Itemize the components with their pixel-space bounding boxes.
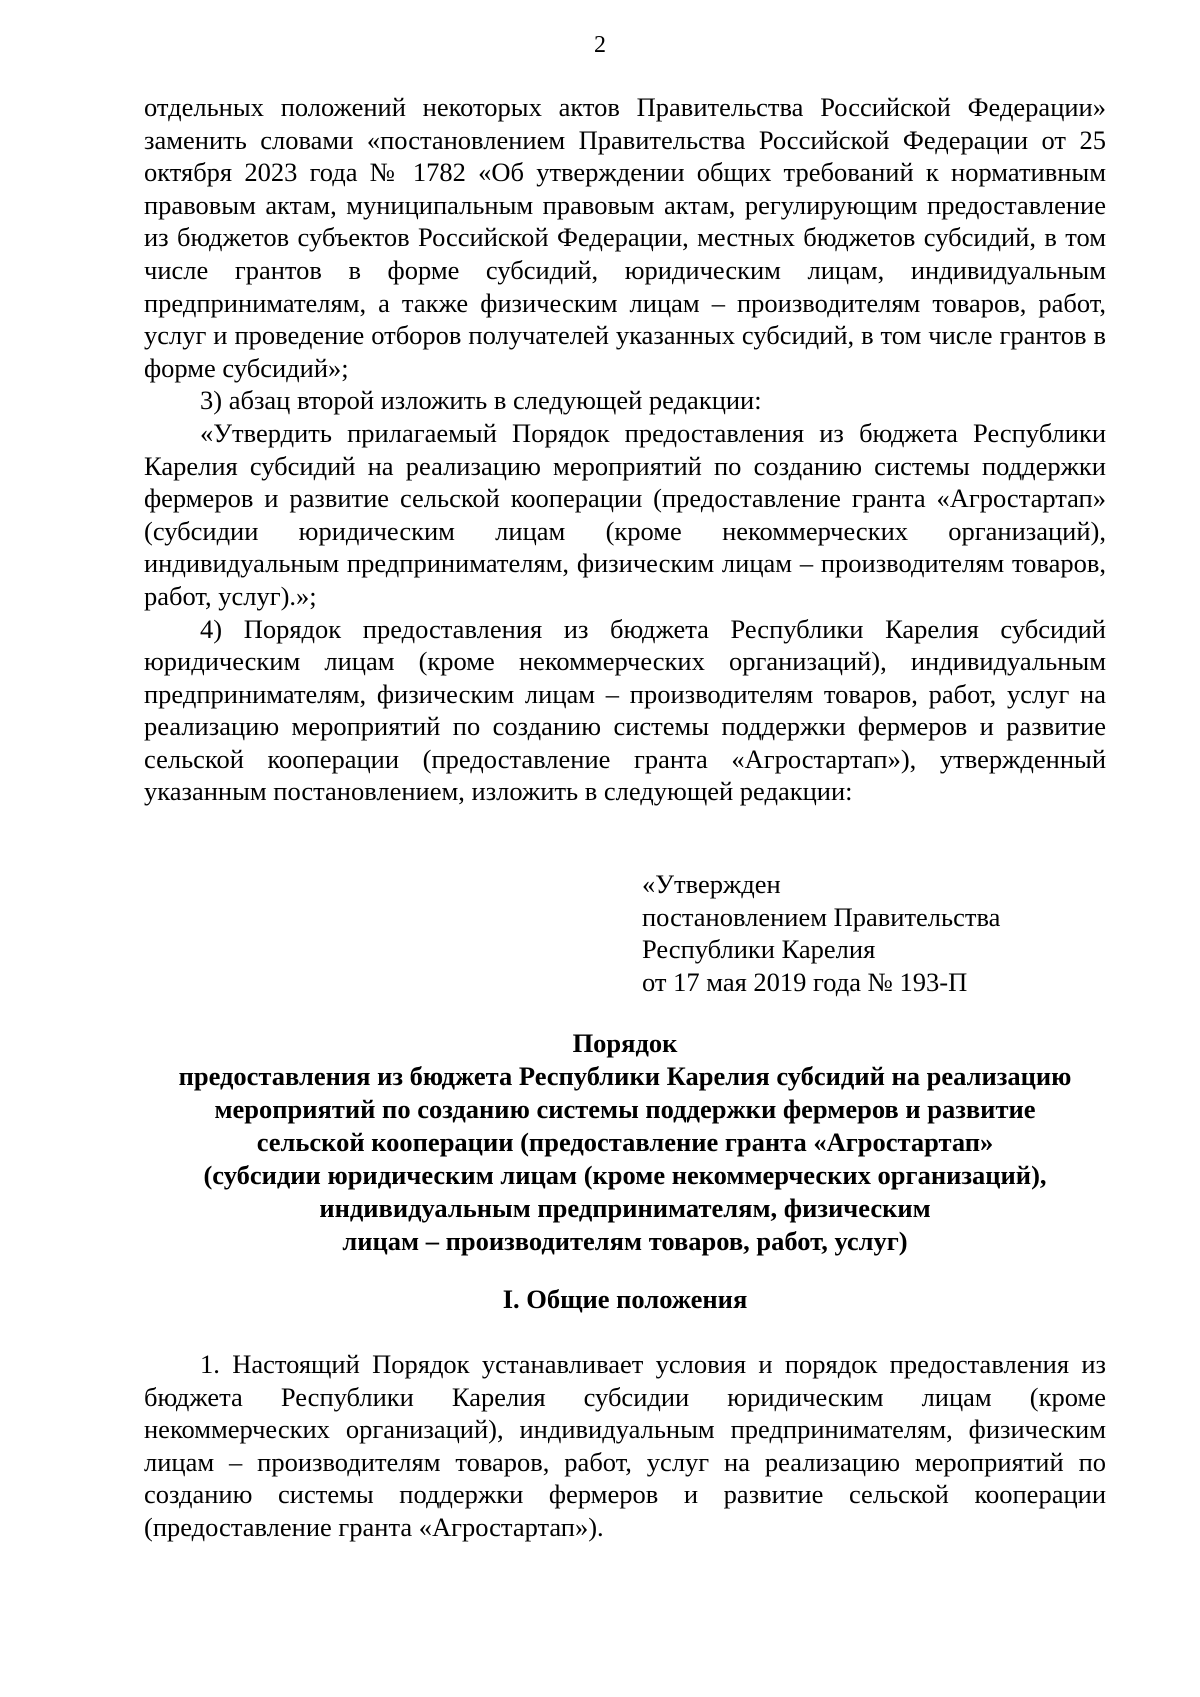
title-line-2: предоставления из бюджета Республики Карелия субсидий на реализацию	[178, 1061, 1072, 1091]
approval-line-1: «Утвержден	[642, 869, 781, 899]
document-title	[144, 1027, 1106, 1258]
title-line-3: мероприятий по созданию системы поддержки фермеров и развитие	[214, 1094, 1036, 1124]
title-line-6: индивидуальным предпринимателям, физическим	[319, 1193, 931, 1223]
paragraph-item-3: 3) абзац второй изложить в следующей редакции:	[200, 385, 762, 416]
paragraph-approve-quote: «Утвердить прилагаемый Порядок предоставления из бюджета Республики Карелия субсидий на реализацию мероприятий по созданию системы поддержки фермеров и развитие сельской кооперации (предоставление гранта «Агростартап» (субсидии юридическим лицам (кроме некоммерческих организаций), индивидуальным предпринимателям, физическим лицам – производителям товаров, работ, услуг).»;	[144, 417, 1106, 611]
approval-line-2: постановлением Правительства	[642, 901, 1001, 932]
title-line-4: сельской кооперации (предоставление гранта «Агростартап»	[256, 1127, 994, 1157]
approval-stamp-block	[642, 868, 1102, 998]
paragraph-clause-1: 1. Настоящий Порядок устанавливает условия и порядок предоставления из бюджета Республики Карелия субсидии юридическим лицам (кроме некоммерческих организаций), индивидуальным предпринимателям, физическим лицам – производителям товаров, работ, услуг на реализацию мероприятий по созданию системы поддержки фермеров и развитие сельской кооперации (предоставление гранта «Агростартап»).	[144, 1349, 1106, 1542]
section-heading: I. Общие положения	[502, 1284, 748, 1314]
paragraph-item-4: 4) Порядок предоставления из бюджета Республики Карелия субсидий юридическим лицам (кроме некоммерческих организаций), индивидуальным предпринимателям, физическим лицам – производителям товаров, работ, услуг на реализацию мероприятий по созданию системы поддержки фермеров и развитие сельской кооперации (предоставление гранта «Агростартап»), утвержденный указанным постановлением, изложить в следующей редакции:	[144, 613, 1106, 807]
title-line-1: Порядок	[572, 1028, 678, 1058]
title-line-5: (субсидии юридическим лицам (кроме некоммерческих организаций),	[203, 1160, 1047, 1190]
title-line-7: лицам – производителям товаров, работ, услуг)	[342, 1226, 908, 1256]
approval-line-3: Республики Карелия	[642, 934, 876, 965]
approval-line-4: от 17 мая 2019 года № 193-П	[642, 966, 968, 997]
amendment-text-block	[144, 91, 1106, 808]
general-provisions-block	[144, 1348, 1106, 1544]
paragraph-continuation: отдельных положений некоторых актов Правительства Российской Федерации» заменить словами «постановлением Правительства Российской Федерации от 25 октября 2023 года № 1782 «Об утверждении общих требований к нормативным правовым актам, муниципальным правовым актам, регулирующим предоставление из бюджетов субъектов Российской Федерации, местных бюджетов субсидий, в том числе грантов в форме субсидий, юридическим лицам, индивидуальным предпринимателям, а также физическим лицам – производителям товаров, работ, услуг и проведение отборов получателей указанных субсидий, в том числе грантов в форме субсидий»;	[144, 92, 1106, 383]
page-number: 2	[594, 32, 606, 58]
